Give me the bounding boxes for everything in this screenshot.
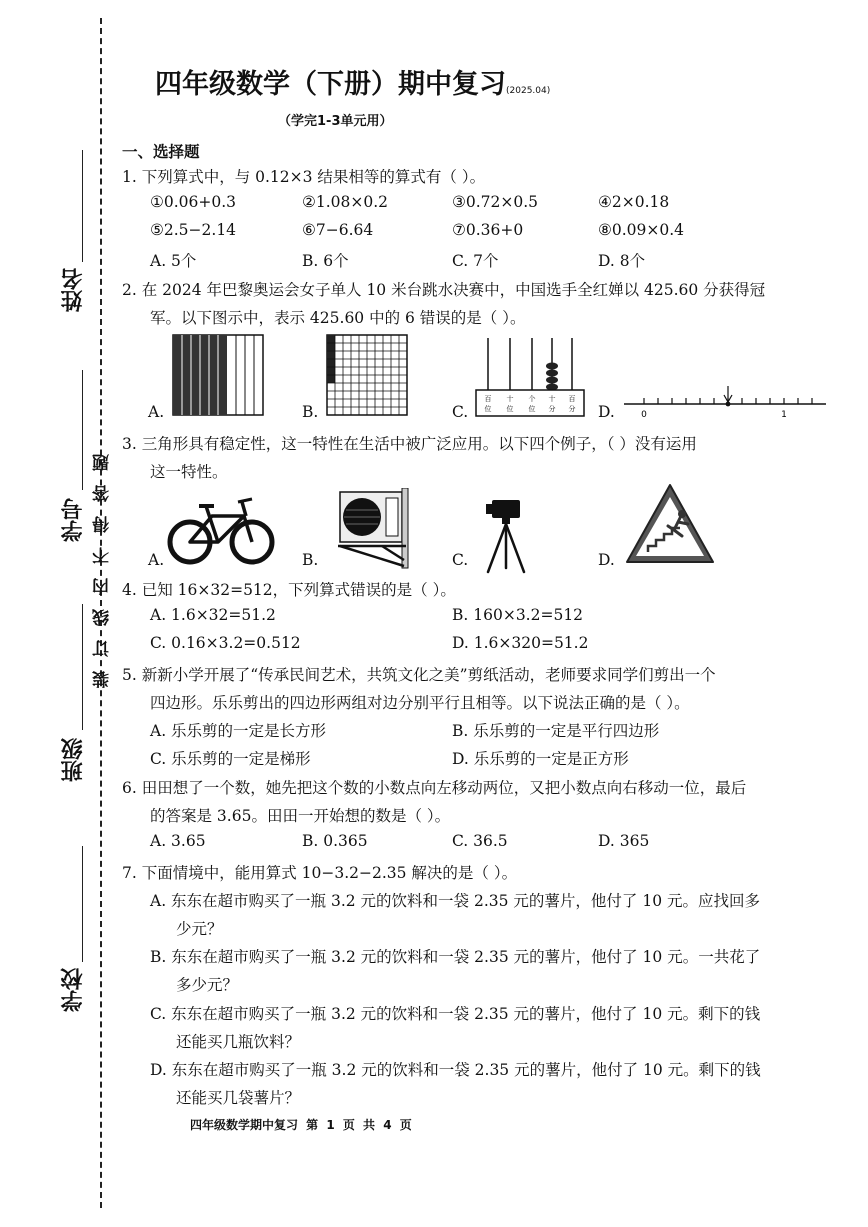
q1-expr-2: ②1.08×0.2 [302, 193, 389, 211]
q4-option-a: A. 1.6×32=51.2 [150, 606, 276, 624]
q5-option-a: A. 乐乐剪的一定是长方形 [150, 722, 327, 740]
q6-option-d: D. 365 [598, 832, 650, 850]
q1-expr-1: ①0.06+0.3 [150, 193, 237, 211]
q1-option-a: A. 5个 [150, 252, 197, 270]
q4-option-b: B. 160×3.2=512 [452, 606, 584, 624]
section-heading: 一、选择题 [122, 142, 200, 161]
q6-option-b: B. 0.365 [302, 832, 368, 850]
svg-text:位: 位 [506, 405, 514, 413]
page-title: 四年级数学（下册）期中复习(2025.04) [155, 69, 551, 100]
q6-line-1: 6. 田田想了一个数，她先把这个数的小数点向左移动两位，又把小数点向右移动一位，最后 [122, 779, 747, 797]
q1-expr-8: ⑧0.09×0.4 [598, 221, 685, 239]
abacus-figure [474, 334, 586, 418]
q1-expr-4: ④2×0.18 [598, 193, 670, 211]
student-id-label: 学号 [61, 498, 86, 542]
air-conditioner-bracket-figure [332, 488, 412, 570]
q5-line-2: 四边形。乐乐剪出的四边形两组对边分别平行且相等。以下说法正确的是（ ）。 [150, 694, 690, 712]
q2-line-2: 军。以下图示中，表示 425.60 中的 6 错误的是（ ）。 [150, 309, 526, 327]
warning-triangle-sign-figure [624, 482, 716, 566]
class-label: 班级 [61, 738, 86, 782]
svg-text:位: 位 [528, 405, 536, 413]
q3-line-1: 3. 三角形具有稳定性，这一特性在生活中被广泛应用。以下四个例子，（ ）没有运用 [122, 435, 697, 453]
svg-text:百: 百 [568, 395, 576, 403]
camera-tripod-figure [482, 496, 532, 574]
q7-option-c-line-2: 还能买几瓶饮料？ [176, 1033, 301, 1051]
q1-option-b: B. 6个 [302, 252, 349, 270]
q5-option-d: D. 乐乐剪的一定是正方形 [452, 750, 629, 768]
q7-option-a-line-1: A. 东东在超市购买了一瓶 3.2 元的饮料和一袋 2.35 元的薯片，他付了 10 元。应找回多 [150, 892, 760, 910]
q1-expr-3: ③0.72×0.5 [452, 193, 539, 211]
q2-line-1: 2. 在 2024 年巴黎奥运会女子单人 10 米台跳水决赛中，中国选手全红婵以 425.60 分获得冠 [122, 281, 766, 299]
q1-expr-6: ⑥7−6.64 [302, 221, 374, 239]
q1-expr-7: ⑦0.36+0 [452, 221, 524, 239]
binding-sidebar [0, 0, 120, 1227]
q1-expr-5: ⑤2.5−2.14 [150, 221, 237, 239]
page-subtitle: （学完1-3单元用） [278, 114, 393, 129]
page-footer: 四年级数学期中复习 第 1 页 共 4 页 [190, 1118, 412, 1132]
q3-label-d: D. [598, 551, 615, 569]
q7-option-d-line-1: D. 东东在超市购买了一瓶 3.2 元的饮料和一袋 2.35 元的薯片，他付了 10 元。剩下的钱 [150, 1061, 761, 1079]
q4-option-c: C. 0.16×3.2=0.512 [150, 634, 301, 652]
svg-text:分: 分 [548, 405, 556, 413]
svg-text:百: 百 [484, 395, 492, 403]
svg-text:分: 分 [568, 405, 576, 413]
q2-label-a: A. [148, 403, 165, 421]
q6-option-c: C. 36.5 [452, 832, 508, 850]
q2-label-c: C. [452, 403, 469, 421]
svg-text:位: 位 [484, 405, 492, 413]
number-line-1: 1 [781, 410, 787, 420]
q4-option-d: D. 1.6×320=51.2 [452, 634, 589, 652]
q7-option-a-line-2: 少元？ [176, 920, 223, 938]
q6-line-2: 的答案是 3.65。田田一开始想的数是（ ）。 [150, 807, 451, 825]
q6-option-a: A. 3.65 [150, 832, 206, 850]
school-blank [82, 846, 83, 962]
q1-option-d: D. 8个 [598, 252, 646, 270]
q2-label-d: D. [598, 403, 615, 421]
q3-label-c: C. [452, 551, 469, 569]
q7-option-b-line-2: 多少元？ [176, 976, 239, 994]
q1-stem: 1. 下列算式中，与 0.12×3 结果相等的算式有（ ）。 [122, 168, 486, 186]
q4-stem: 4. 已知 16×32=512，下列算式错误的是（ ）。 [122, 581, 456, 599]
school-label: 学校 [61, 968, 86, 1012]
svg-text:十: 十 [548, 395, 556, 403]
q7-option-c-line-1: C. 东东在超市购买了一瓶 3.2 元的饮料和一袋 2.35 元的薯片，他付了 10 元。剩下的钱 [150, 1005, 761, 1023]
q5-option-c: C. 乐乐剪的一定是梯形 [150, 750, 311, 768]
svg-text:个: 个 [528, 395, 536, 403]
hundred-grid-figure [326, 334, 408, 416]
exam-date: (2025.04) [506, 86, 551, 96]
q7-option-b-line-1: B. 东东在超市购买了一瓶 3.2 元的饮料和一袋 2.35 元的薯片，他付了 10 元。一共花了 [150, 948, 761, 966]
number-line-0: 0 [641, 410, 647, 420]
bicycle-figure [166, 494, 276, 568]
q2-label-b: B. [302, 403, 319, 421]
q7-stem: 7. 下面情境中，能用算式 10−3.2−2.35 解决的是（ ）。 [122, 864, 518, 882]
q1-option-c: C. 7个 [452, 252, 499, 270]
q3-label-b: B. [302, 551, 319, 569]
q3-line-2: 这一特性。 [150, 463, 228, 481]
q7-option-d-line-2: 还能买几袋薯片？ [176, 1089, 301, 1107]
decimal-strips-figure [172, 334, 264, 416]
name-label: 姓名 [61, 268, 86, 312]
svg-text:十: 十 [506, 395, 514, 403]
name-blank [82, 150, 83, 262]
class-blank [82, 604, 83, 730]
student-id-blank [82, 370, 83, 490]
number-line-figure [622, 386, 828, 420]
q5-option-b: B. 乐乐剪的一定是平行四边形 [452, 722, 660, 740]
q5-line-1: 5. 新新小学开展了“传承民间艺术，共筑文化之美”剪纸活动，老师要求同学们剪出一个 [122, 666, 716, 684]
binding-warning: 装订线内不得答题 [93, 440, 113, 688]
q3-label-a: A. [148, 551, 165, 569]
